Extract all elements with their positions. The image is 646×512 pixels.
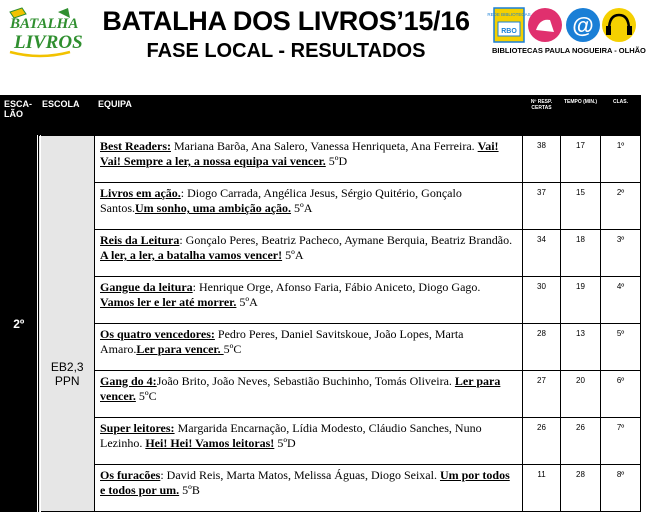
- team-cell: [95, 465, 523, 512]
- svg-text:LIVROS: LIVROS: [14, 32, 83, 53]
- correct-answers-cell: 11: [523, 465, 561, 512]
- time-cell: 28: [561, 465, 601, 512]
- table-row: [1, 465, 641, 512]
- escalao-cell: 2º: [1, 136, 39, 512]
- team-motto: Vamos ler e ler até morrer.: [100, 295, 237, 309]
- page-header: [0, 0, 646, 94]
- team-motto: Ler para vencer.: [100, 374, 501, 403]
- escola-label: EB2,3 PPN: [50, 359, 84, 388]
- table-row: [1, 230, 641, 277]
- team-cell: [95, 277, 523, 324]
- table-row: [1, 277, 641, 324]
- time-cell: 20: [561, 371, 601, 418]
- header-time: TEMPO (MIN.): [561, 96, 601, 136]
- svg-text:REDE BIBLIOTECAS: REDE BIBLIOTECAS: [487, 12, 531, 17]
- team-cell: [95, 136, 523, 183]
- time-cell: 19: [561, 277, 601, 324]
- place-cell: 7º: [601, 418, 641, 465]
- correct-answers-cell: 27: [523, 371, 561, 418]
- time-cell: 26: [561, 418, 601, 465]
- table-row: [1, 418, 641, 465]
- time-cell: 17: [561, 136, 601, 183]
- team-cell: [95, 230, 523, 277]
- header-escalao: ESCA-LÃO: [1, 96, 39, 136]
- time-cell: 15: [561, 183, 601, 230]
- table-row: [1, 324, 641, 371]
- headphones-icon: [602, 8, 636, 42]
- place-cell: 4º: [601, 277, 641, 324]
- team-name: Livros em ação.: [100, 186, 181, 200]
- time-cell: 18: [561, 230, 601, 277]
- team-members: : Diogo Carrada, Angélica Jesus, Sérgio Quitério, Gonçalo Santos.: [100, 186, 462, 215]
- team-motto: Vai! Vai! Sempre a ler, a nossa equipa vai vencer.: [100, 139, 499, 168]
- team-name: Super leitores:: [100, 421, 175, 435]
- team-year: 5ºD: [325, 154, 348, 168]
- team-year: 5ºA: [282, 248, 304, 262]
- table-row: [1, 136, 641, 183]
- correct-answers-cell: 28: [523, 324, 561, 371]
- team-motto: A ler, a ler, a batalha vamos vencer!: [100, 248, 283, 262]
- library-icons: [487, 6, 638, 46]
- team-cell: [95, 371, 523, 418]
- team-members: Margarida Encarnação, Lídia Modesto, Cláudio Sanches, Nuno Lezinho.: [100, 421, 482, 450]
- team-year: 5ºA: [291, 201, 313, 215]
- page-title: BATALHA DOS LIVROS’15/16: [102, 6, 470, 36]
- team-name: Reis da Leitura: [100, 233, 180, 247]
- rbo-badge-icon: [487, 8, 530, 42]
- batalha-livros-logo: [4, 4, 83, 60]
- team-name: Best Readers:: [100, 139, 171, 153]
- team-year: 5ºD: [274, 436, 296, 450]
- svg-text:@: @: [572, 13, 594, 38]
- escola-cell: [39, 136, 95, 512]
- page-subtitle: FASE LOCAL - RESULTADOS: [146, 40, 426, 62]
- header-classification: CLAS.: [601, 96, 641, 136]
- team-cell: [95, 418, 523, 465]
- place-cell: 2º: [601, 183, 641, 230]
- table-header-row: [1, 96, 641, 136]
- team-year: 5ºA: [236, 295, 258, 309]
- team-members: : Henrique Orge, Afonso Faria, Fábio Aniceto, Diogo Gago.: [192, 280, 481, 294]
- place-cell: 3º: [601, 230, 641, 277]
- team-members: Mariana Barõa, Ana Salero, Vanessa Henriqueta, Ana Ferreira.: [170, 139, 478, 153]
- team-cell: [95, 183, 523, 230]
- team-year: 5ºC: [223, 342, 242, 356]
- reading-chair-icon: [528, 8, 562, 42]
- team-motto: Um sonho, uma ambição ação.: [135, 201, 292, 215]
- svg-text:BATALHA: BATALHA: [10, 16, 79, 32]
- team-name: Gangue da leitura: [100, 280, 193, 294]
- header-escola: ESCOLA: [39, 96, 95, 136]
- team-name: Gang do 4:: [100, 374, 157, 388]
- header-equipa: EQUIPA: [95, 96, 523, 136]
- time-cell: 13: [561, 324, 601, 371]
- table-row: [1, 371, 641, 418]
- team-year: 5ºB: [179, 483, 200, 497]
- place-cell: 8º: [601, 465, 641, 512]
- place-cell: 6º: [601, 371, 641, 418]
- header-correct-answers: Nº RESP. CERTAS: [523, 96, 561, 136]
- team-members: Pedro Peres, Daniel Savitskoue, João Lopes, Marta Amaro.: [100, 327, 464, 356]
- svg-text:RBO: RBO: [501, 28, 517, 35]
- team-name: Os quatro vencedores:: [100, 327, 215, 341]
- team-motto: Um por todos e todos por um.: [100, 468, 510, 497]
- results-table: [0, 95, 641, 512]
- correct-answers-cell: 37: [523, 183, 561, 230]
- team-cell: [95, 324, 523, 371]
- table-row: [1, 183, 641, 230]
- team-motto: Hei! Hei! Vamos leitoras!: [145, 436, 275, 450]
- correct-answers-cell: 38: [523, 136, 561, 183]
- correct-answers-cell: 34: [523, 230, 561, 277]
- libraries-caption: BIBLIOTECAS PAULA NOGUEIRA - OLHÃO: [492, 46, 646, 55]
- at-sign-icon: [566, 8, 600, 42]
- team-motto: Ler para vencer.: [136, 342, 224, 356]
- team-members: João Brito, João Neves, Sebastião Buchinho, Tomás Oliveira.: [156, 374, 455, 388]
- team-members: : David Reis, Marta Matos, Melissa Águas, Diogo Seixal.: [160, 468, 440, 482]
- team-members: : Gonçalo Peres, Beatriz Pacheco, Aymane Berquia, Beatriz Brandão.: [179, 233, 513, 247]
- team-year: 5ºC: [135, 389, 157, 403]
- correct-answers-cell: 26: [523, 418, 561, 465]
- team-name: Os furacões: [100, 468, 161, 482]
- correct-answers-cell: 30: [523, 277, 561, 324]
- place-cell: 5º: [601, 324, 641, 371]
- place-cell: 1º: [601, 136, 641, 183]
